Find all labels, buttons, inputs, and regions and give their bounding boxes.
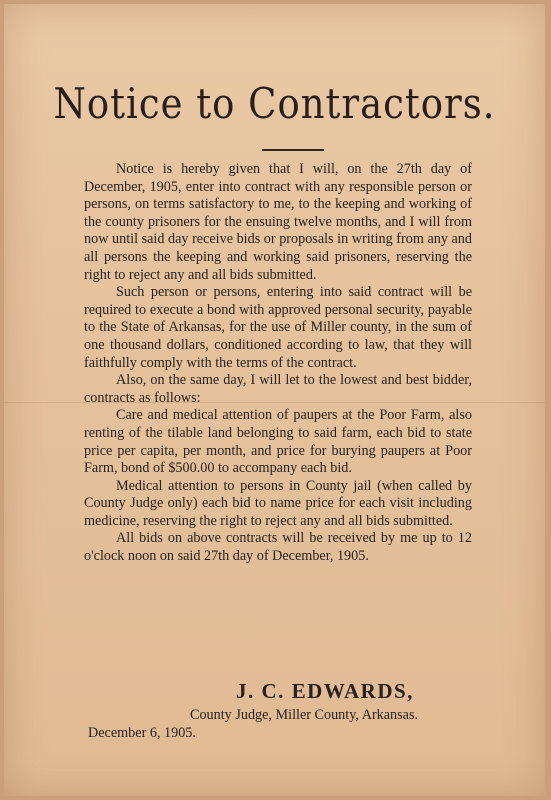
- paragraph-bond-requirement: Such person or persons, entering into said contract will be required to execute a bond with approved personal security, payable to the State of Arkansas, for the use of Miller county, in the sum of one thousand dollars, conditioned according to law, that they will faithfully comply with the terms of the contract.: [84, 284, 472, 371]
- notice-date: December 6, 1905.: [88, 725, 196, 741]
- signature-title: County Judge, Miller County, Arkansas.: [190, 707, 419, 723]
- paragraph-poor-farm: Care and medical attention of paupers at the Poor Farm, also renting of the tilable land belonging to said farm, each bid to state price per capita, per month, and price for burying paupers at Poor Farm, bond of $500.00 to accompany each bid.: [84, 407, 472, 477]
- title-rule: [262, 149, 324, 151]
- notice-title: Notice to Contractors.: [53, 78, 496, 129]
- paragraph-bid-deadline: All bids on above contracts will be received by me up to 12 o'clock noon on said 27th day of December, 1905.: [84, 530, 472, 565]
- paragraph-medical-attention: Medical attention to persons in County jail (when called by County Judge only) each bid to name price for each visit including medicine, reserving the right to reject any and all bids submitted.: [84, 477, 472, 529]
- paragraph-lowest-bidder: Also, on the same day, I will let to the lowest and best bidder, contracts as follows:: [84, 372, 472, 406]
- notice-document: [4, 4, 545, 796]
- paragraph-contract-offer: Notice is hereby given that I will, on the 27th day of December, 1905, enter into contract with any responsible person or persons, on terms satisfactory to me, to the keeping and working of the county prisoners for the ensuing twelve months, and I will from now until said day receive bids or proposals in writing from any and all persons the keeping and working said prisoners, reserving the right to reject any and all bids submitted.: [84, 161, 472, 283]
- notice-body: [84, 161, 472, 566]
- signature-name: J. C. EDWARDS,: [236, 679, 414, 703]
